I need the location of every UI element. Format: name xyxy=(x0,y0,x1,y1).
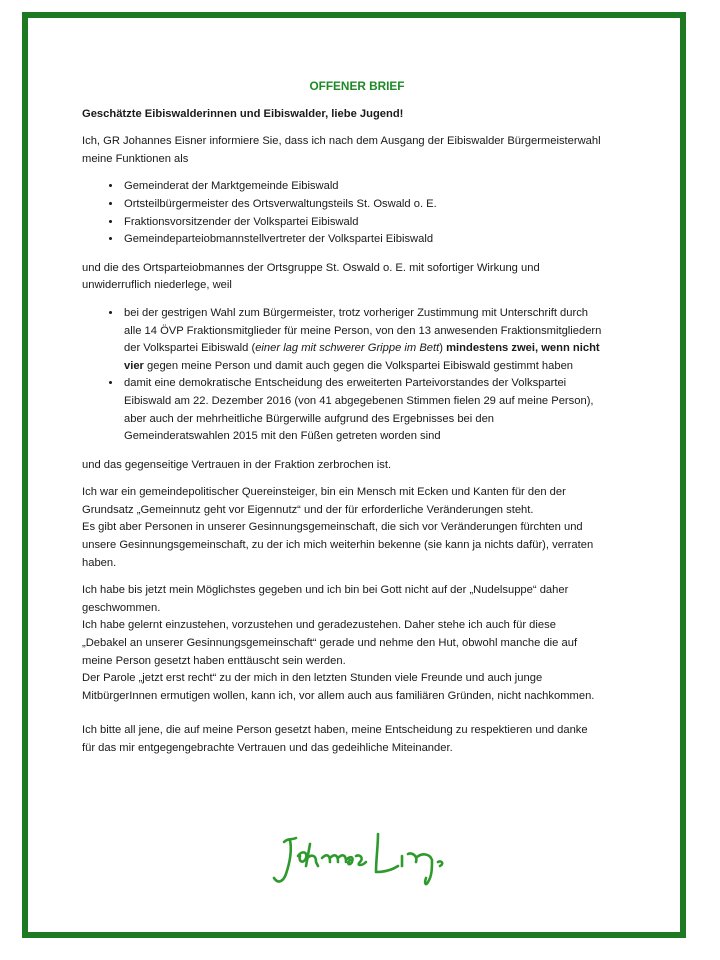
reason-item-2: • damit eine demokratische Entscheidung des erweiterten Parteivorstandes der Volkspartei Eibiswald am 22. Dezember 2016 (von 41 abgegebenen Stimmen fielen 29 auf meine Person), aber auch der mehrheitliche Bürgerwille aufgrund des Ergebnisses bei den Gemeinderatswahlen 2015 mit den Füßen getreten worden sind xyxy=(122,375,602,445)
reason-1-text-b: ) xyxy=(439,342,447,355)
letter-title: OFFENER BRIEF xyxy=(309,79,405,93)
paragraph-line: Ich war ein gemeindepolitischer Quereinsteiger, bin ein Mensch mit Ecken und Kanten für den der Grundsatz „Gemeinnutz geht vor Eigennutz“ und der für erforderliche Veränderungen steht. xyxy=(82,486,566,516)
reasons-list xyxy=(82,305,602,446)
function-item: • Fraktionsvorsitzender der Volkspartei Eibiswald xyxy=(122,214,602,232)
paragraph-line: Der Parole „jetzt erst recht“ zu der mich in den letzten Stunden viele Freunde und auch junge MitbürgerInnen ermutigen wollen, kann ich, vor allem auch aus familiären Gründen, nicht nachkommen. xyxy=(82,672,595,702)
reason-1-bold: mindestens zwei, wenn nicht vier xyxy=(124,342,600,372)
paragraph-line: Ich habe gelernt einzustehen, vorzustehen und geradezustehen. Daher stehe ich auch für diese „Debakel an unserer Gesinnungsgemeinschaft“ gerade und nehme den Hut, obwohl manche die auf meine Person gesetzt haben enttäuscht sein werden. xyxy=(82,619,578,667)
letter-body xyxy=(82,78,602,768)
paragraph-background xyxy=(82,484,602,572)
paragraph-line: Es gibt aber Personen in unserer Gesinnungsgemeinschaft, die sich vor Veränderungen fürchten und unsere Gesinnungsgemeinschaft, zu der ich mich weiterhin bekenne (sie kann ja nichts dafür), verraten haben. xyxy=(82,521,594,569)
functions-list xyxy=(82,178,602,248)
reason-1-italic: einer lag mit schwerer Grippe im Bett xyxy=(255,342,440,355)
reason-1-text-a: bei der gestrigen Wahl zum Bürgermeister, trotz vorheriger Zustimmung mit Unterschrift durch alle 14 ÖVP Fraktionsmitglieder für meine Person, von den 13 anwesenden Fraktionsmitgliedern der Volkspartei Eibiswald ( xyxy=(124,306,602,355)
function-item: • Gemeinderat der Marktgemeinde Eibiswald xyxy=(122,178,602,196)
trust-paragraph: und das gegenseitige Vertrauen in der Fraktion zerbrochen ist. xyxy=(82,458,392,471)
intro-paragraph: Ich, GR Johannes Eisner informiere Sie, dass ich nach dem Ausgang der Eibiswalder Bürgermeisterwahl meine Funktionen als xyxy=(82,135,601,165)
closing-paragraph: Ich bitte all jene, die auf meine Person gesetzt haben, meine Entscheidung zu respektieren und danke für das mir entgegengebrachte Vertrauen und das gedeihliche Miteinander. xyxy=(82,724,588,754)
greeting: Geschätzte Eibiswalderinnen und Eibiswalder, liebe Jugend! xyxy=(82,107,404,120)
paragraph-effort xyxy=(82,582,602,705)
resign-paragraph: und die des Ortsparteiobmannes der Ortsgruppe St. Oswald o. E. mit sofortiger Wirkung und unwiderruflich niederlege, weil xyxy=(82,261,540,292)
function-item: • Ortsteilbürgermeister des Ortsverwaltungsteils St. Oswald o. E. xyxy=(122,196,602,214)
signature-icon xyxy=(266,826,466,894)
function-item: • Gemeindeparteiobmannstellvertreter der Volkspartei Eibiswald xyxy=(122,231,602,249)
reason-1-text-c: gegen meine Person und damit auch gegen die Volkspartei Eibiswald gestimmt haben xyxy=(143,359,574,372)
reason-item-1 xyxy=(122,305,602,375)
paragraph-line: Ich habe bis jetzt mein Möglichstes gegeben und ich bin bei Gott nicht auf der „Nudelsuppe“ daher geschwommen. xyxy=(82,584,569,614)
